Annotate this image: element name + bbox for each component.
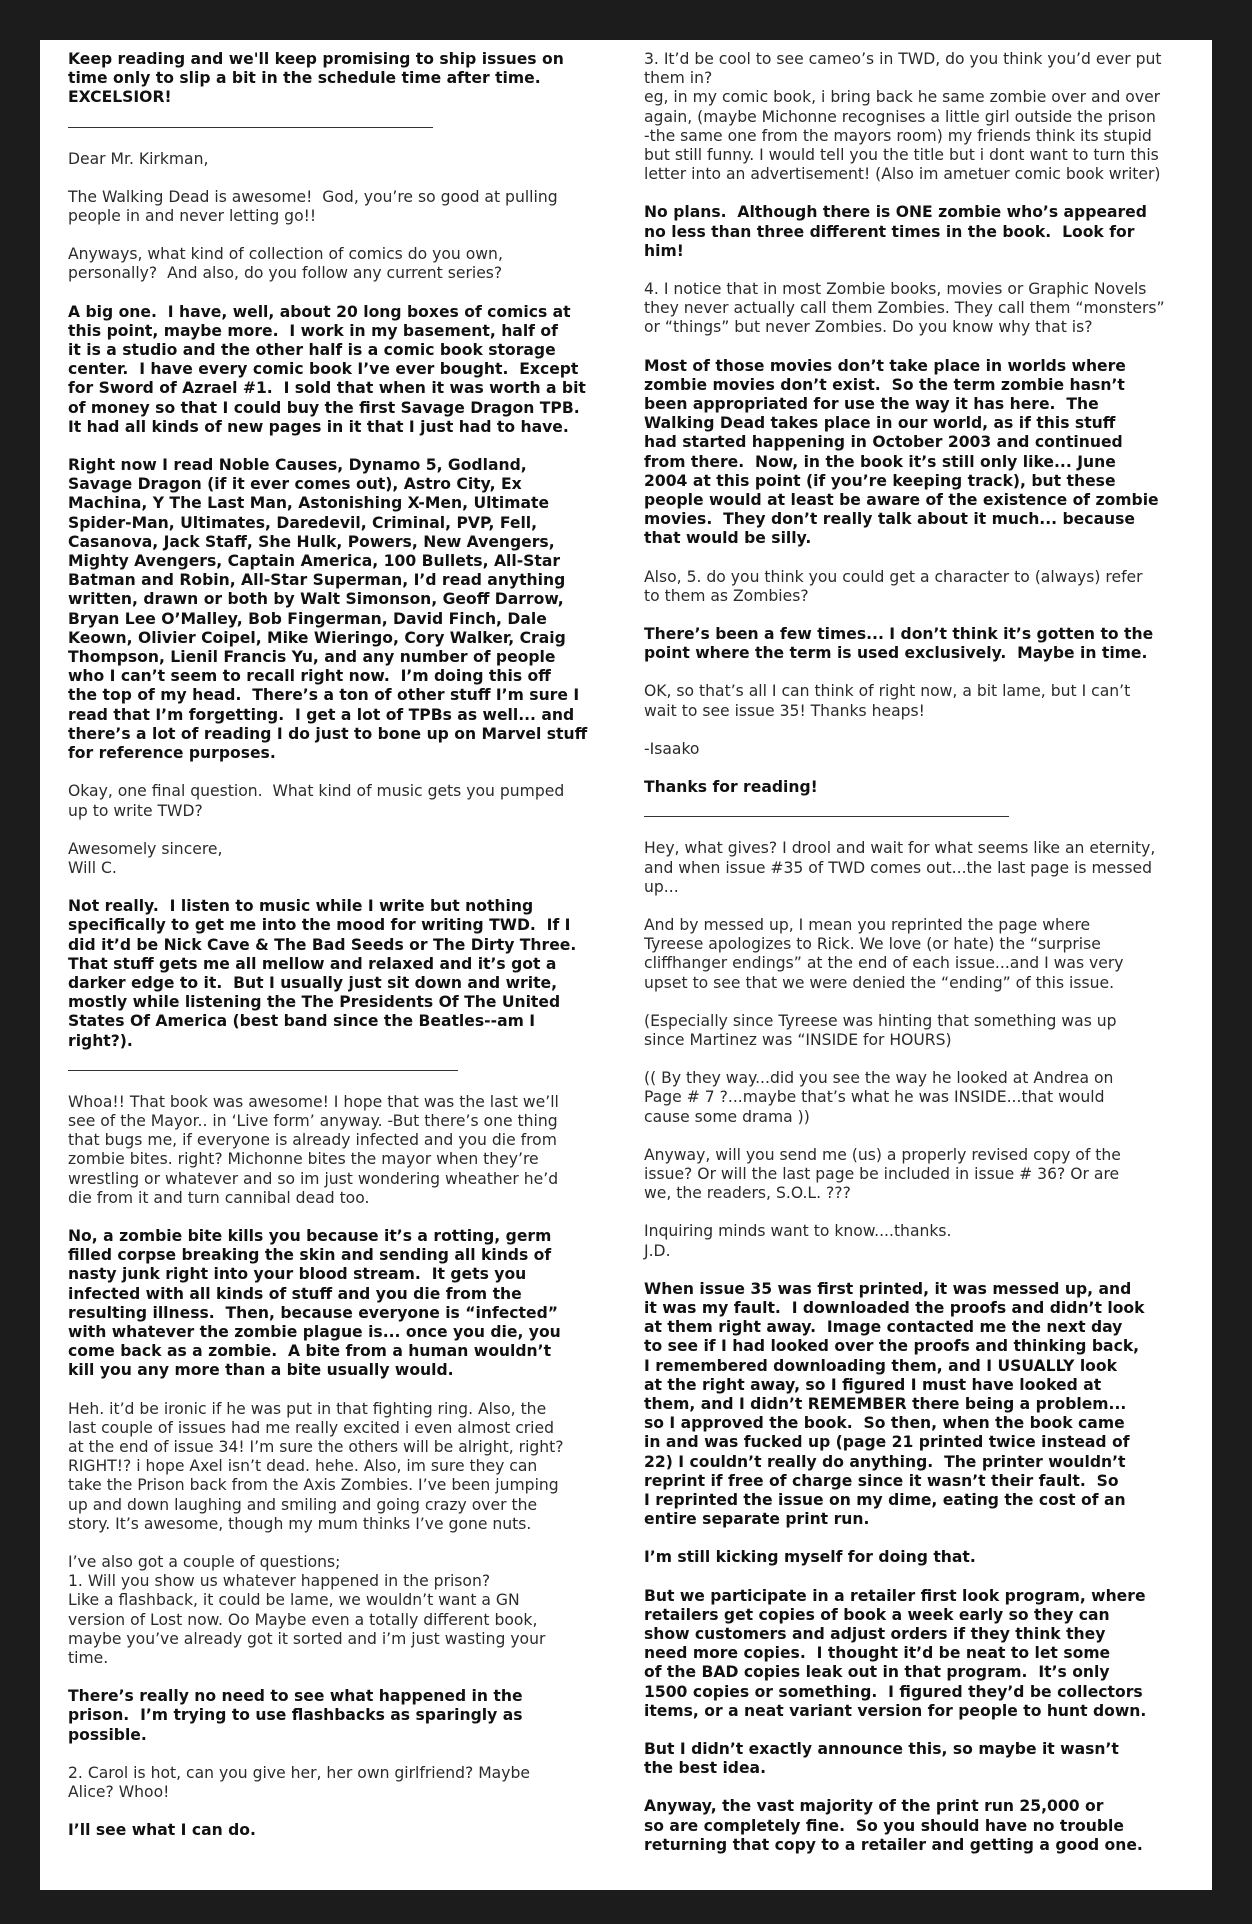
reader-letter-paragraph	[644, 280, 1184, 338]
text-line: issue? Or will the last page be included in issue # 36? Or are	[644, 1164, 1120, 1183]
text-line: people would at least be aware of the existence of zombie	[644, 491, 1159, 510]
text-line: Tyreese apologizes to Rick. We love (or hate) the “surprise	[644, 935, 1101, 954]
text-line: mostly while listening the The Presidents Of The United	[68, 993, 561, 1012]
text-line: the top of my head. There’s a ton of other stuff I’m sure I	[68, 686, 580, 705]
reader-letter-paragraph	[68, 245, 608, 283]
text-line: It had all kinds of new pages in it that I just had to have.	[68, 417, 569, 436]
text-line: up and down laughing and smiling and going crazy over the	[68, 1495, 538, 1514]
reader-letter-paragraph	[68, 150, 608, 169]
text-line: to them as Zombies?	[644, 586, 809, 605]
text-line: Walking Dead takes place in our world, as if this stuff	[644, 414, 1116, 433]
text-line: Mighty Avengers, Captain America, 100 Bullets, All-Star	[68, 552, 561, 571]
text-line: with whatever the zombie plague is... once you die, you	[68, 1322, 561, 1341]
letters-page	[40, 40, 1212, 1890]
text-line: had started happening in October 2003 and continued	[644, 433, 1123, 452]
text-line: -Isaako	[644, 739, 700, 758]
text-line: time.	[68, 1649, 109, 1668]
editor-reply	[644, 1548, 1184, 1567]
text-line: OK, so that’s all I can think of right now, a bit lame, but I can’t	[644, 682, 1131, 701]
editor-reply	[68, 50, 608, 108]
reader-letter-paragraph	[68, 188, 608, 226]
text-line: come back as a zombie. A bite from a human wouldn’t	[68, 1342, 552, 1361]
text-line: of the BAD copies leak out in that program. It’s only	[644, 1663, 1110, 1682]
text-line: in and was fucked up (page 21 printed twice instead of	[644, 1433, 1130, 1452]
text-line: Spider-Man, Ultimates, Daredevil, Criminal, PVP, Fell,	[68, 513, 538, 532]
text-line: But I didn’t exactly announce this, so maybe it wasn’t	[644, 1740, 1119, 1759]
text-line: RIGHT!? i hope Axel isn’t dead. hehe. Also, im sure they can	[68, 1457, 538, 1476]
text-line: No, a zombie bite kills you because it’s a rotting, germ	[68, 1226, 552, 1245]
text-line: Right now I read Noble Causes, Dynamo 5, Godland,	[68, 456, 527, 475]
text-line: -the same one from the mayors room) my friends think its stupid	[644, 126, 1152, 145]
text-line: cause some drama ))	[644, 1107, 810, 1126]
text-line: Batman and Robin, All-Star Superman, I’d read anything	[68, 571, 566, 590]
text-line: Hey, what gives? I drool and wait for what seems like an eternity,	[644, 839, 1156, 858]
text-line: J.D.	[644, 1241, 671, 1260]
text-line: see of the Mayor.. in ‘Live form’ anyway. -But there’s one thing	[68, 1111, 558, 1130]
text-line: 2004 at this point (if you’re keeping track), but these	[644, 471, 1116, 490]
text-line: upset to see that we were denied the “ending” of this issue.	[644, 973, 1115, 992]
text-line: read that I’m forgetting. I get a lot of TPBs as well... and	[68, 705, 575, 724]
text-line: And by messed up, I mean you reprinted the page where	[644, 915, 1091, 934]
text-line: no less than three different times in the book. Look for	[644, 222, 1135, 241]
text-line: Anyways, what kind of collection of comics do you own,	[68, 245, 503, 264]
text-line: That stuff gets me all mellow and relaxed and it’s got a	[68, 954, 557, 973]
text-line: EXCELSIOR!	[68, 88, 172, 107]
text-line: since Martinez was “INSIDE for HOURS)	[644, 1030, 952, 1049]
text-line: them in?	[644, 69, 713, 88]
text-line: I’ll see what I can do.	[68, 1821, 256, 1840]
text-line: show customers and adjust orders if they think they	[644, 1625, 1106, 1643]
text-line: possible.	[68, 1725, 147, 1744]
text-line: States Of America (best band since the Beatles--am I	[68, 1012, 536, 1031]
text-line: When issue 35 was first printed, it was messed up, and	[644, 1279, 1132, 1298]
reader-letter-paragraph	[644, 1222, 1184, 1260]
text-line: version of Lost now. Oo Maybe even a totally different book,	[68, 1610, 538, 1629]
editor-reply	[68, 1687, 608, 1745]
text-line: zombie bites. right? Michonne bites the mayor when they’re	[68, 1150, 539, 1169]
text-line: prison. I’m trying to use flashbacks as sparingly as	[68, 1706, 523, 1725]
text-line: last couple of issues had me really excited i even almost cried	[68, 1418, 555, 1437]
text-line: Like a flashback, it could be lame, we wouldn’t want a GN	[68, 1591, 520, 1610]
editor-reply	[68, 1821, 608, 1840]
text-line: point where the term is used exclusively. Maybe in time.	[644, 644, 1148, 663]
text-line: need more copies. I thought it’d be neat to let some	[644, 1644, 1111, 1663]
text-line: Most of those movies don’t take place in worlds where	[644, 356, 1126, 375]
text-line: did it’d be Nick Cave & The Bad Seeds or The Dirty Three.	[68, 935, 577, 954]
text-line: The Walking Dead is awesome! God, you’re so good at pulling	[68, 187, 558, 206]
text-line: Keown, Olivier Coipel, Mike Wieringo, Cory Walker, Craig	[68, 628, 566, 647]
reader-letter-paragraph	[644, 1146, 1184, 1204]
text-line: kill you any more than a bite usually would.	[68, 1361, 454, 1380]
text-line: personally? And also, do you follow any current series?	[68, 264, 503, 283]
reader-letter-paragraph	[68, 1764, 608, 1802]
editor-reply	[644, 1280, 1184, 1530]
reader-letter-paragraph	[644, 682, 1184, 720]
reader-letter-paragraph	[68, 782, 608, 820]
text-line: at them right away. Image contacted me the next day	[644, 1318, 1123, 1337]
text-line: maybe you’ve already got it sorted and i’m just wasting your	[68, 1629, 546, 1648]
text-line: (Especially since Tyreese was hinting that something was up	[644, 1011, 1117, 1030]
reader-letter-paragraph	[644, 916, 1184, 993]
editor-reply	[644, 203, 1184, 261]
text-line: this point, maybe more. I work in my basement, half of	[68, 321, 558, 340]
text-line: There’s really no need to see what happened in the	[68, 1687, 523, 1706]
reader-letter-paragraph	[68, 840, 608, 878]
text-line: Anyway, the vast majority of the print run 25,000 or	[644, 1797, 1104, 1816]
text-line: cliffhanger endings” at the end of each issue...and I was very	[644, 954, 1124, 973]
text-line: Will C.	[68, 858, 117, 877]
text-line: eg, in my comic book, i bring back he same zombie over and over	[644, 88, 1161, 107]
text-line: returning that copy to a retailer and getting a good one.	[644, 1835, 1143, 1854]
text-line: been appropriated for use the way it has here. The	[644, 395, 1099, 414]
text-line: die from it and turn cannibal dead too.	[68, 1188, 370, 1207]
text-line: at the right away, so I figured I must have looked at	[644, 1375, 1102, 1394]
text-line: No plans. Although there is ONE zombie who’s appeared	[644, 203, 1147, 222]
text-line: center. I have every comic book I’ve ever bought. Except	[68, 360, 579, 379]
text-line: Okay, one final question. What kind of music gets you pumped	[68, 782, 565, 801]
text-line: infected with all kinds of stuff and you die from the	[68, 1284, 522, 1303]
text-line: I remembered downloading them, and I USUALLY look	[644, 1356, 1117, 1375]
text-line: so I approved the book. So then, when the book came	[644, 1414, 1125, 1433]
editor-reply	[68, 1227, 608, 1381]
text-line: people in and never letting go!!	[68, 207, 317, 226]
left-column	[68, 50, 608, 1859]
editor-reply	[644, 625, 1184, 663]
reader-letter-paragraph	[644, 1012, 1184, 1050]
text-line: 1. Will you show us whatever happened in the prison?	[68, 1572, 491, 1591]
text-line: I’ve also got a couple of questions;	[68, 1553, 341, 1571]
text-line: it was my fault. I downloaded the proofs and didn’t look	[644, 1298, 1145, 1317]
text-line: 4. I notice that in most Zombie books, movies or Graphic Novels	[644, 280, 1147, 299]
text-line: him!	[644, 241, 684, 260]
text-line: Also, 5. do you think you could get a character to (always) refer	[644, 567, 1143, 586]
text-line: I’m still kicking myself for doing that.	[644, 1548, 976, 1567]
text-line: filled corpse breaking the skin and sending all kinds of	[68, 1246, 552, 1265]
text-line: nasty junk right into your blood stream. It gets you	[68, 1265, 527, 1284]
text-line: letter into an advertisement! (Also im ametuer comic book writer)	[644, 165, 1161, 184]
text-line: them, and I didn’t REMEMBER there being a problem...	[644, 1394, 1127, 1413]
text-line: up...	[644, 877, 679, 896]
text-line: movies. They don’t really talk about it much... because	[644, 510, 1135, 529]
text-line: Heh. it’d be ironic if he was put in that fighting ring. Also, the	[68, 1399, 547, 1418]
text-line: Machina, Y The Last Man, Astonishing X-Men, Ultimate	[68, 494, 550, 513]
text-line: Thanks for reading!	[644, 778, 818, 797]
text-line: that would be silly.	[644, 529, 812, 548]
text-line: wait to see issue 35! Thanks heaps!	[644, 701, 925, 720]
text-line: 22) I couldn’t really do anything. The printer wouldn’t	[644, 1452, 1126, 1471]
text-line: up to write TWD?	[68, 801, 203, 820]
text-line: of money so that I could buy the first Savage Dragon TPB.	[68, 398, 580, 417]
text-line: to see if I had looked over the proofs and thinking back,	[644, 1337, 1140, 1356]
reader-letter-paragraph	[644, 568, 1184, 606]
text-line: Anyway, will you send me (us) a properly revised copy of the	[644, 1145, 1121, 1164]
text-line: so are completely fine. So you should have no trouble	[644, 1816, 1124, 1835]
text-line: 1500 copies or something. I figured they’d be collectors	[644, 1682, 1143, 1701]
text-line: we, the readers, S.O.L. ???	[644, 1184, 851, 1203]
text-line: 3. It’d be cool to see cameo’s in TWD, do you think you’d ever put	[644, 50, 1162, 68]
text-line: right?).	[68, 1031, 133, 1050]
text-line: or “things” but never Zombies. Do you know why that is?	[644, 318, 1093, 337]
text-line: specifically to get me into the mood for writing TWD. If I	[68, 916, 571, 935]
editor-reply	[68, 303, 608, 437]
text-line: But we participate in a retailer first look program, where	[644, 1586, 1146, 1605]
text-line: 2. Carol is hot, can you give her, her own girlfriend? Maybe	[68, 1763, 530, 1782]
text-line: zombie movies don’t exist. So the term zombie hasn’t	[644, 375, 1125, 394]
reader-letter-paragraph	[68, 1400, 608, 1534]
text-line: and when issue #35 of TWD comes out...the last page is messed	[644, 858, 1152, 877]
text-line: Alice? Whoo!	[68, 1783, 170, 1802]
text-line: they never actually call them Zombies. They call them “monsters”	[644, 299, 1165, 318]
text-line: Savage Dragon (if it ever comes out), Astro City, Ex	[68, 475, 522, 494]
editor-reply	[68, 456, 608, 763]
text-line: who I can’t seem to recall right now. I’m doing this off	[68, 667, 551, 686]
text-line: Inquiring minds want to know....thanks.	[644, 1222, 952, 1241]
text-line: the best idea.	[644, 1759, 766, 1778]
editor-reply	[644, 357, 1184, 549]
text-line: written, drawn or both by Walt Simonson, Geoff Darrow,	[68, 590, 564, 609]
text-line: for Sword of Azrael #1. I sold that when it was worth a bit	[68, 379, 586, 398]
text-line: A big one. I have, well, about 20 long boxes of comics at	[68, 302, 571, 321]
text-line: retailers get copies of book a week early so they can	[644, 1605, 1110, 1624]
text-line: Bryan Lee O’Malley, Bob Fingerman, David Finch, Dale	[68, 609, 547, 628]
text-line: Casanova, Jack Staff, She Hulk, Powers, New Avengers,	[68, 532, 555, 551]
text-line: Keep reading and we'll keep promising to ship issues on	[68, 50, 564, 68]
text-line: I reprinted the issue on my dime, eating the cost of an	[644, 1490, 1126, 1509]
text-line: time only to slip a bit in the schedule time after time.	[68, 69, 541, 88]
divider-rule	[68, 1070, 458, 1071]
text-line: story. It’s awesome, though my mum thinks I’ve gone nuts.	[68, 1514, 532, 1533]
editor-reply	[644, 1740, 1184, 1778]
reader-letter-paragraph	[644, 50, 1184, 184]
text-line: at the end of issue 34! I’m sure the others will be alright, right?	[68, 1437, 564, 1456]
divider-rule	[68, 127, 433, 128]
reader-letter-paragraph	[68, 1553, 608, 1668]
text-line: take the Prison back from the Axis Zombies. I’ve been jumping	[68, 1476, 559, 1495]
right-column	[644, 50, 1184, 1874]
text-line: Whoa!! That book was awesome! I hope that was the last we’ll	[68, 1092, 559, 1111]
text-line: Thompson, Lienil Francis Yu, and any number of people	[68, 648, 556, 667]
text-line: but still funny. I would tell you the title but i dont want to turn this	[644, 146, 1159, 165]
text-line: Not really. I listen to music while I write but nothing	[68, 897, 534, 916]
editor-reply	[644, 778, 1184, 797]
text-line: there’s a lot of reading I do just to bone up on Marvel stuff	[68, 724, 588, 743]
text-line: resulting illness. Then, because everyone is “infected”	[68, 1303, 558, 1322]
reader-letter-paragraph	[644, 1069, 1184, 1127]
text-line: from there. Now, in the book it’s still only like... June	[644, 452, 1116, 471]
text-line: again, (maybe Michonne recognises a little girl outside the prison	[644, 107, 1156, 126]
text-line: Dear Mr. Kirkman,	[68, 149, 209, 168]
text-line: (( By they way...did you see the way he looked at Andrea on	[644, 1069, 1114, 1088]
reader-letter-paragraph	[644, 839, 1184, 897]
text-line: for reference purposes.	[68, 744, 276, 763]
text-line: entire separate print run.	[644, 1510, 870, 1529]
text-line: Awesomely sincere,	[68, 839, 223, 858]
editor-reply	[68, 897, 608, 1051]
text-line: items, or a neat variant version for people to hunt down.	[644, 1701, 1147, 1720]
text-line: it is a studio and the other half is a comic book storage	[68, 341, 556, 360]
reader-letter-paragraph	[644, 740, 1184, 759]
reader-letter-paragraph	[68, 1093, 608, 1208]
text-line: wrestling or whatever and so im just wondering wheather he’d	[68, 1169, 559, 1188]
text-line: that bugs me, if everyone is already infected and you die from	[68, 1131, 557, 1150]
editor-reply	[644, 1797, 1184, 1855]
text-line: Page # 7 ?...maybe that’s what he was INSIDE...that would	[644, 1088, 1105, 1107]
divider-rule	[644, 816, 1009, 817]
text-line: reprint if free of charge since it wasn’t their fault. So	[644, 1471, 1119, 1490]
text-line: darker edge to it. But I usually just sit down and write,	[68, 973, 558, 992]
text-line: There’s been a few times... I don’t think it’s gotten to the	[644, 625, 1154, 644]
editor-reply	[644, 1587, 1184, 1721]
